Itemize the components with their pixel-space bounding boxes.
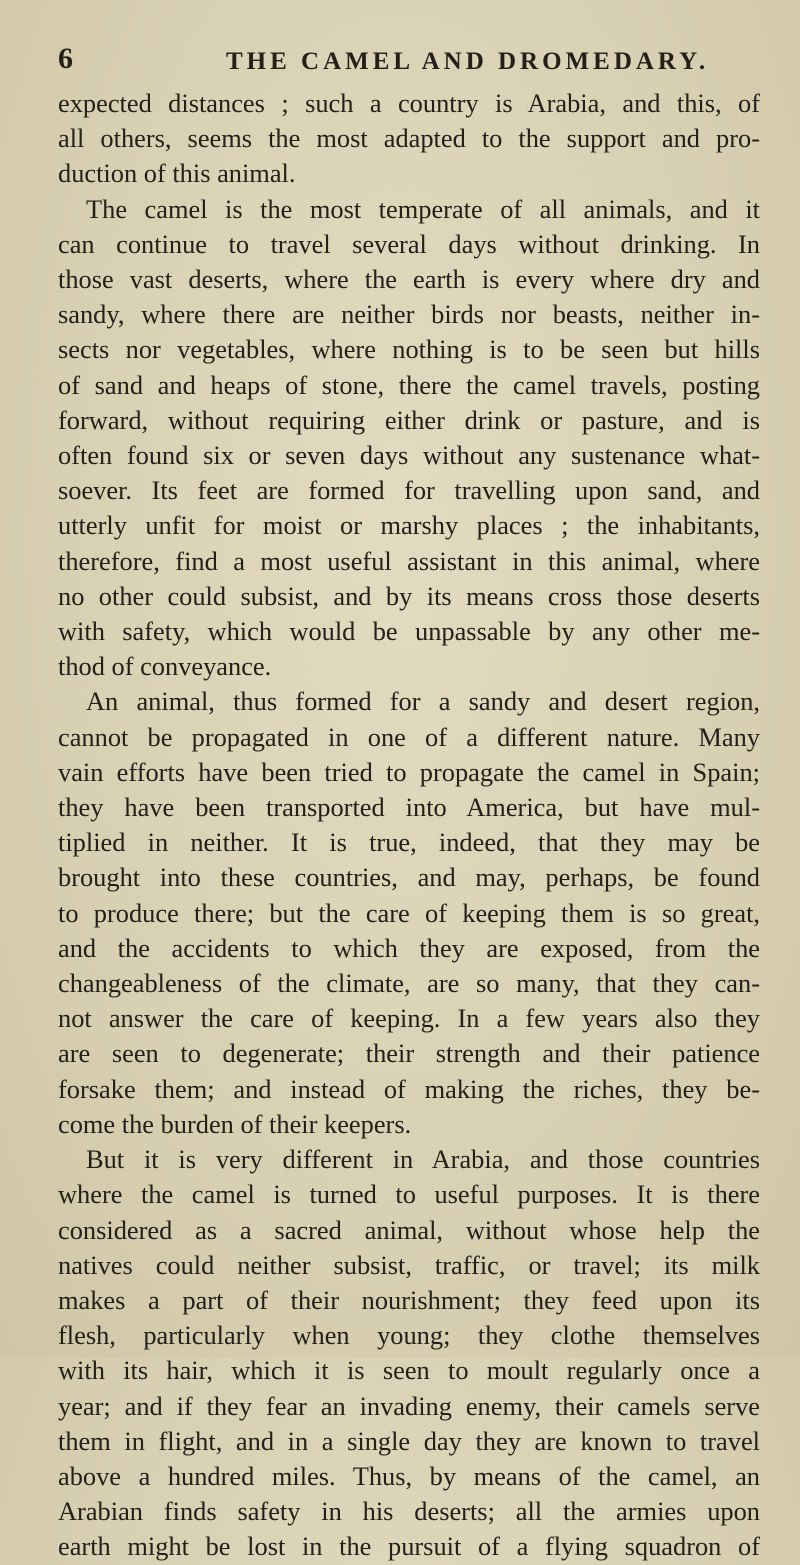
text-line: duction of this animal. (58, 158, 296, 189)
text-line: those vast deserts, where the earth is every where dry and (58, 264, 760, 295)
text-line: can continue to travel several days without drinking. In (58, 228, 760, 259)
text-line: where the camel is turned to useful purposes. It is there (58, 1179, 760, 1210)
text-line: makes a part of their nourishment; they feed upon its (58, 1284, 760, 1315)
text-line: vain efforts have been tried to propagate the camel in Spain; (58, 756, 760, 787)
text-line: changeableness of the climate, are so many, that they can- (58, 968, 760, 999)
text-line: with safety, which would be unpassable by any other me- (58, 616, 760, 647)
text-line: therefore, find a most useful assistant in this animal, where (58, 545, 760, 576)
text-line: them in flight, and in a single day they are known to travel (58, 1425, 760, 1456)
text-line: The camel is the most temperate of all animals, and it (86, 193, 760, 224)
text-line: cannot be propagated in one of a different nature. Many (58, 721, 760, 752)
body-text (58, 86, 760, 1565)
running-head (58, 38, 760, 86)
text-line: all others, seems the most adapted to the support and pro- (58, 123, 760, 154)
text-line: But it is very different in Arabia, and those countries (86, 1144, 760, 1175)
text-line: often found six or seven days without any sustenance what- (58, 440, 760, 471)
text-line: year; and if they fear an invading enemy, their camels serve (58, 1390, 760, 1421)
text-line: flesh, particularly when young; they clothe themselves (58, 1320, 760, 1351)
text-line: to produce there; but the care of keeping them is so great, (58, 897, 760, 928)
page-number: 6 (58, 42, 73, 75)
text-line: of sand and heaps of stone, there the camel travels, posting (58, 369, 760, 400)
text-line: An animal, thus formed for a sandy and desert region, (86, 686, 760, 717)
text-line: they have been transported into America, but have mul- (58, 792, 760, 823)
running-title: THE CAMEL AND DROMEDARY. (226, 48, 710, 75)
text-line: with its hair, which it is seen to moult regularly once a (58, 1355, 760, 1386)
text-line: sandy, where there are neither birds nor beasts, neither in- (58, 299, 760, 330)
text-line: come the burden of their keepers. (58, 1108, 412, 1139)
text-line: no other could subsist, and by its means cross those deserts (58, 580, 760, 611)
text-line: expected distances ; such a country is Arabia, and this, of (58, 88, 760, 118)
text-line: soever. Its feet are formed for travelling upon sand, and (58, 475, 760, 506)
text-line: earth might be lost in the pursuit of a flying squadron of (58, 1531, 760, 1562)
text-line: forward, without requiring either drink or pasture, and is (58, 404, 760, 435)
text-line: and the accidents to which they are exposed, from the (58, 932, 760, 963)
text-line: not answer the care of keeping. In a few years also they (58, 1003, 760, 1034)
text-line: above a hundred miles. Thus, by means of the camel, an (58, 1460, 760, 1491)
text-line: thod of conveyance. (58, 651, 272, 682)
text-line: Arabian finds safety in his deserts; all the armies upon (58, 1496, 760, 1527)
text-line: sects nor vegetables, where nothing is to be seen but hills (58, 334, 760, 365)
text-line: utterly unfit for moist or marshy places ; the inhabitants, (58, 510, 760, 541)
text-line: considered as a sacred animal, without whose help the (58, 1214, 760, 1245)
text-line: natives could neither subsist, traffic, or travel; its milk (58, 1249, 760, 1280)
text-line: forsake them; and instead of making the riches, they be- (58, 1073, 760, 1104)
text-line: are seen to degenerate; their strength and their patience (58, 1038, 760, 1069)
text-line: tiplied in neither. It is true, indeed, that they may be (58, 827, 760, 858)
text-line: brought into these countries, and may, perhaps, be found (58, 862, 760, 893)
